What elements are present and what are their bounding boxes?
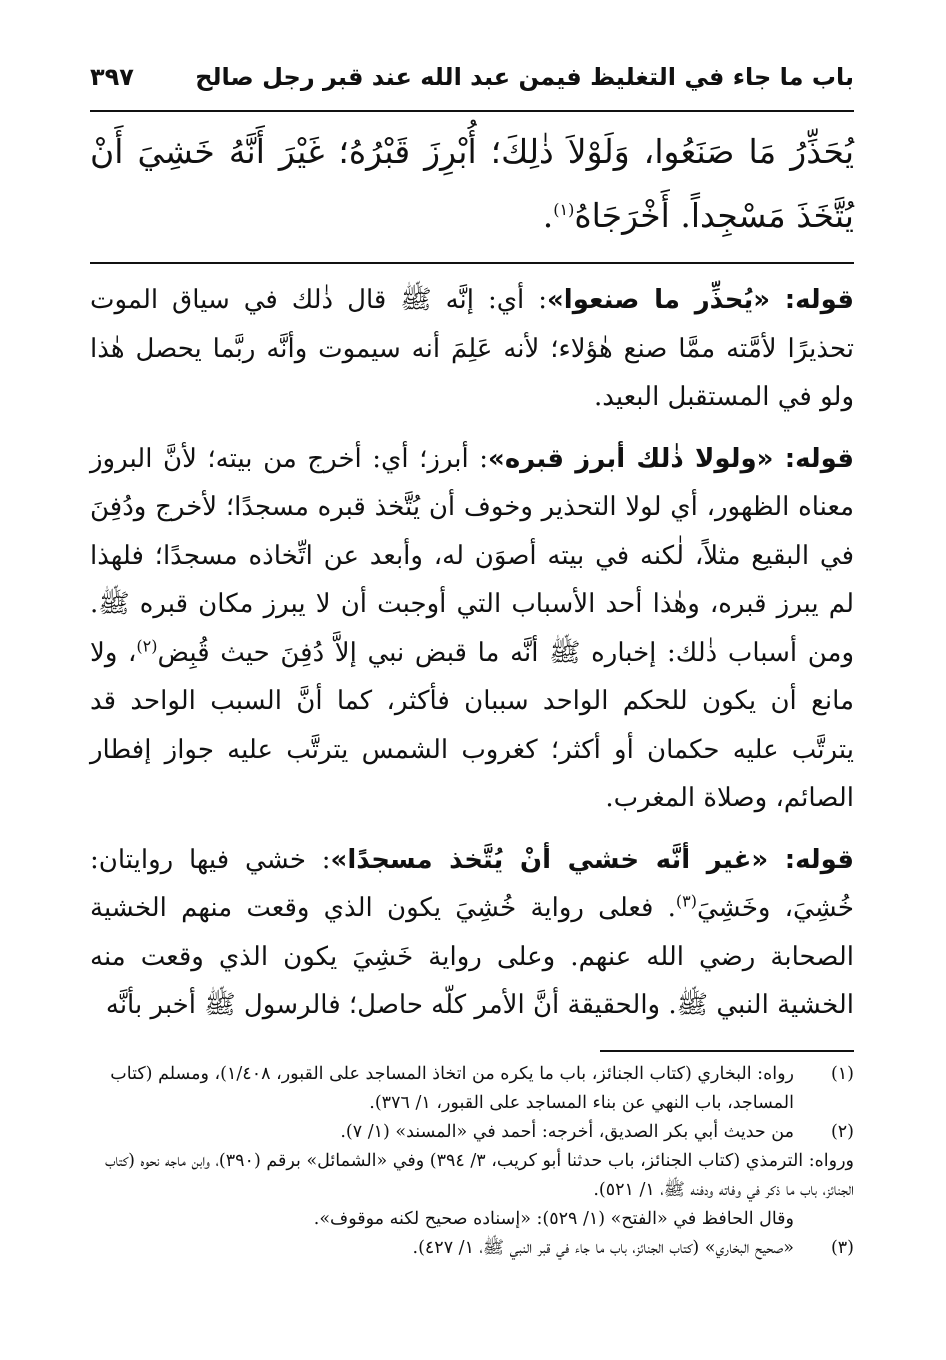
paragraph-text: ، ولا مانع أن يكون للحكم الواحد سببان فأكثر، كما أنَّ السبب الواحد قد يترتَّب عليه حكمان أو أكثر؛ كغروب الشمس يترتَّب عليه جواز إفطار الصائم، وصلاة المغرب. [90,637,854,813]
footnote-text: رواه: البخاري (كتاب الجنائز، باب ما يكره من اتخاذ المساجد على القبور، ١/٤٠٨)، ومسلم (كتاب المساجد، باب النهي عن بناء المساجد على القبور، ١/ ٣٧٦). [110,1064,794,1113]
footnote-continuation [90,1147,854,1205]
footnote-ref: (٣) [675,891,697,911]
hadith-footnote-ref: (١) [553,200,575,219]
footnote-text: «صحيح البخاري» (كتاب الجنائز، باب ما جاء في قبر النبي ﷺ، ١/ ٤٢٧). [412,1238,794,1258]
footnote-continuation [90,1205,854,1234]
paragraph-lead: قوله: «يُحذِّر ما صنعوا» [546,285,854,315]
commentary [90,276,854,1043]
footnote-number: (١) [830,1064,854,1084]
paragraph-text: : أبرز؛ أي: أخرج من بيته؛ لأنَّ البروز معناه الظهور، أي لولا التحذير وخوف أن يُتَّخذ قبره مسجدًا؛ لأخرج ودُفِنَ في البقيع مثلاً، لٰكنه في بيته أصوَن له، وأبعد عن اتِّخاذه مسجدًا؛ فلهذا لم يبرز قبره، وهٰذا أحد الأسباب التي أوجبت أن لا يبرز مكان قبره ﷺ. ومن أسباب ذٰلك: إخباره ﷺ أنَّه ما قبض نبي إلاَّ دُفِنَ حيث قُبِض [90,443,855,668]
footnote-number: (٢) [830,1122,854,1142]
section-rule [90,262,854,264]
footnotes [90,1060,854,1263]
paragraph [90,836,854,1030]
paragraph-lead: قوله: «غير أنَّه خشي أنْ يُتَّخذ مسجدًا» [330,844,854,875]
footnote-text: ورواه: الترمذي (كتاب الجنائز، باب حدثنا أبو كريب، ٣/ ٣٩٤) وفي «الشمائل» برقم (٣٩٠)، وابن ماجه نحوه (كتاب الجنائز، باب ما ذكر في وفاته ودفنه ﷺ، ١/ ٥٢١). [105,1151,854,1200]
footnote [90,1234,854,1263]
footnote [90,1118,854,1147]
paragraph-text: : خشي فيها روايتان: خُشِيَ، وخَشِيَ [90,844,854,923]
paragraph [90,276,854,422]
hadith-body: يُحَذِّرُ مَا صَنَعُوا، وَلَوْلاَ ذٰلِكَ؛ أُبْرِزَ قَبْرُهُ؛ غَيْرَ أَنَّهُ خَشِيَ أَنْ يُتَّخَذَ مَسْجِداً. أَخْرَجَاهُ [90,132,854,235]
footnote-ref: (٢) [136,635,158,655]
footnote-text: وقال الحافظ في «الفتح» (١/ ٥٢٩): «إسناده صحيح لكنه موقوف». [313,1209,794,1229]
page-number: ٣٩٧ [90,63,134,91]
paragraph-lead: قوله: «ولولا ذٰلك أبرز قبره» [488,443,854,474]
paragraph [90,435,854,823]
chapter-title: باب ما جاء في التغليظ فيمن عبد الله عند قبر رجل صالح [195,63,854,91]
running-header [90,52,854,102]
header-rule [90,110,854,112]
footnote-text: من حديث أبي بكر الصديق، أخرجه: أحمد في «المسند» (١/ ٧). [340,1122,794,1142]
paragraph-text: : أي: إنَّه ﷺ قال ذٰلك في سياق الموت تحذيرًا لأمَّته ممَّا صنع هٰؤلاء؛ لأنه عَلِمَ أنه سيموت وأنَّه ربَّما يحصل هٰذا ولو في المستقبل البعيد. [90,285,854,412]
footnote-number: (٣) [830,1238,854,1258]
paragraph-text: . فعلى رواية خُشِيَ يكون الذي وقعت منهم الخشية الصحابة رضي الله عنهم. وعلى رواية خَشِيَ يكون الذي وقعت منه الخشية النبي ﷺ. والحقيقة أنَّ الأمر كلّه حاصل؛ فالرسول ﷺ أخبر بأنَّه [90,893,854,1020]
footnote-rule [600,1050,854,1052]
hadith-text [90,120,854,248]
hadith-end: . [542,196,554,235]
footnote [90,1060,854,1118]
